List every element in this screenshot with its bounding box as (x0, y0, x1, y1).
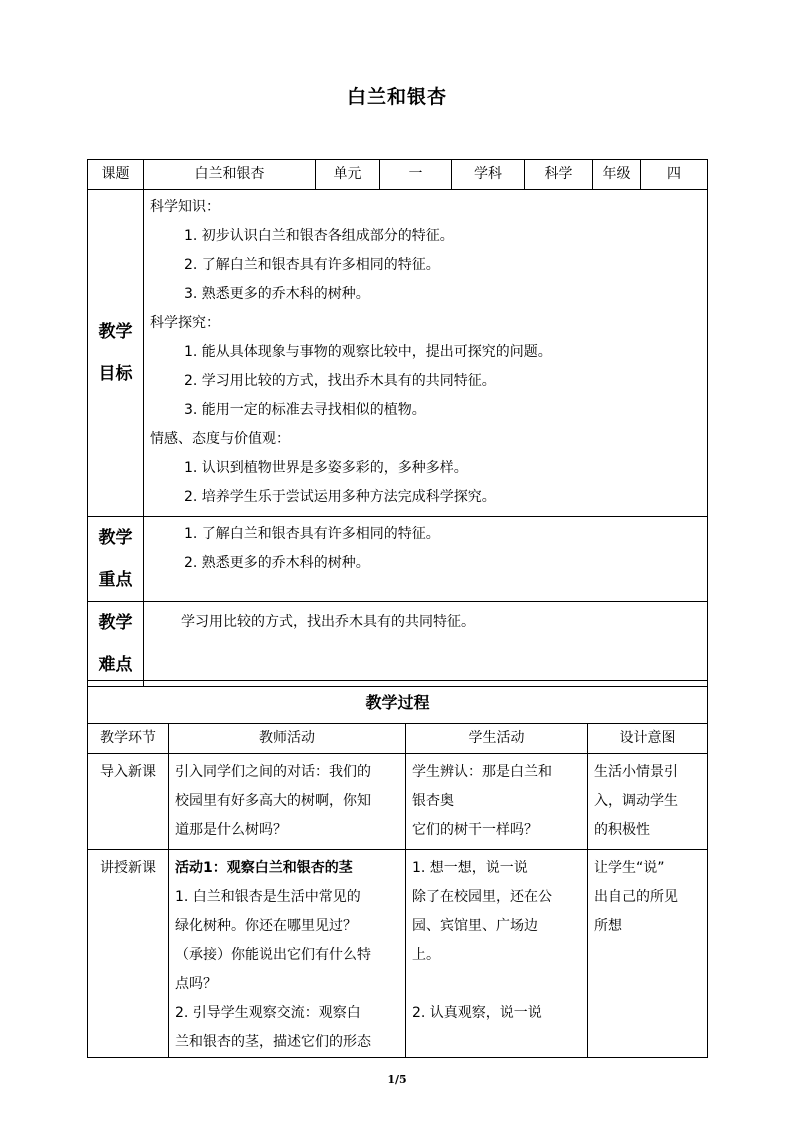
text-line: 入，调动学生 (594, 793, 678, 809)
text-line: 出自己的所见 (594, 889, 678, 905)
unit-value: 一 (380, 160, 452, 190)
text-line: 1. 想一想，说一说 (412, 860, 528, 876)
objective-item: 2. 了解白兰和银杏具有许多相同的特征。 (184, 257, 440, 273)
text-line: 1. 白兰和银杏是生活中常见的 (175, 889, 361, 905)
header-stage: 教学环节 (88, 724, 169, 754)
header-student: 学生活动 (406, 724, 588, 754)
text-line: 除了在校园里，还在公 (412, 889, 552, 905)
objectives-label (88, 190, 144, 517)
text-line: 道那是什么树吗？ (175, 822, 287, 838)
teacher-activity-cell (169, 754, 406, 850)
objectives-label-line2: 目标 (98, 364, 133, 384)
objectives-row (88, 190, 708, 517)
page-number: 1/5 (387, 1073, 407, 1086)
text-line: 2. 引导学生观察交流：观察白 (175, 1005, 361, 1021)
process-table (87, 680, 708, 1058)
design-intent-cell (588, 850, 708, 1058)
difficulties-label (88, 602, 144, 687)
info-row (88, 160, 708, 190)
objective-item: 1. 认识到植物世界是多姿多彩的，多种多样。 (184, 460, 468, 476)
key-points-label (88, 517, 144, 602)
text-line: 银杏奥 (412, 793, 454, 809)
difficulties-row (88, 602, 708, 687)
text-line: 兰和银杏的茎，描述它们的形态 (175, 1034, 371, 1050)
course-value: 白兰和银杏 (144, 160, 316, 190)
difficulties-label-line2: 难点 (98, 655, 133, 675)
student-activity-cell (406, 754, 588, 850)
subject-label: 学科 (452, 160, 525, 190)
course-label: 课题 (88, 160, 144, 190)
objective-item: 3. 熟悉更多的乔木科的树种。 (184, 286, 370, 302)
text-line: 上。 (412, 947, 440, 963)
text-line: 点吗？ (175, 976, 217, 992)
lesson-info-table (87, 159, 708, 687)
header-teacher: 教师活动 (169, 724, 406, 754)
text-line: 让学生“说” (594, 860, 665, 876)
document-title: 白兰和银杏 (346, 86, 447, 108)
objectives-content (144, 190, 708, 517)
stage-cell: 导入新课 (88, 754, 169, 850)
key-points-row (88, 517, 708, 602)
objectives-heading: 情感、态度与价值观： (150, 431, 290, 447)
text-line: 学生辨认：那是白兰和 (412, 764, 552, 780)
key-points-label-line1: 教学 (98, 528, 133, 548)
difficulties-label-line1: 教学 (98, 613, 133, 633)
text-line: 它们的树干一样吗？ (412, 822, 538, 838)
table-row (88, 850, 708, 1058)
objective-item: 2. 学习用比较的方式，找出乔木具有的共同特征。 (184, 373, 496, 389)
table-row (88, 754, 708, 850)
unit-label: 单元 (316, 160, 380, 190)
objectives-label-line1: 教学 (98, 322, 133, 342)
objective-item: 2. 培养学生乐于尝试运用多种方法完成科学探究。 (184, 489, 496, 505)
objective-item: 1. 初步认识白兰和银杏各组成部分的特征。 (184, 228, 454, 244)
text-line: 园、宾馆里、广场边 (412, 918, 538, 934)
objectives-heading: 科学知识： (150, 199, 220, 215)
process-title-row (88, 681, 708, 724)
process-header-row (88, 724, 708, 754)
header-intent: 设计意图 (588, 724, 708, 754)
grade-label: 年级 (593, 160, 641, 190)
spacer (412, 970, 581, 999)
design-intent-cell (588, 754, 708, 850)
subject-value: 科学 (525, 160, 593, 190)
teacher-activity-cell (169, 850, 406, 1058)
student-activity-cell (406, 850, 588, 1058)
text-line: 所想 (594, 918, 622, 934)
text-line: 的积极性 (594, 822, 650, 838)
text-line: （承接）你能说出它们有什么特 (175, 947, 371, 963)
text-line: 引入同学们之间的对话：我们的 (175, 764, 371, 780)
grade-value: 四 (641, 160, 708, 190)
key-points-label-line2: 重点 (98, 570, 133, 590)
text-line: 生活小情景引 (594, 764, 678, 780)
process-title: 教学过程 (88, 681, 708, 724)
objective-item: 3. 能用一定的标准去寻找相似的植物。 (184, 402, 426, 418)
key-points-content (144, 517, 708, 602)
key-point-item: 2. 熟悉更多的乔木科的树种。 (184, 555, 370, 571)
text-line: 2. 认真观察，说一说 (412, 1005, 542, 1021)
stage-cell: 讲授新课 (88, 850, 169, 1058)
difficulties-content: 学习用比较的方式，找出乔木具有的共同特征。 (144, 602, 708, 687)
objective-item: 1. 能从具体现象与事物的观察比较中，提出可探究的问题。 (184, 344, 552, 360)
text-line: 校园里有好多高大的树啊，你知 (175, 793, 371, 809)
activity-heading: 活动1：观察白兰和银杏的茎 (175, 860, 353, 876)
key-point-item: 1. 了解白兰和银杏具有许多相同的特征。 (184, 526, 440, 542)
text-line: 绿化树种。你还在哪里见过？ (175, 918, 357, 934)
objectives-heading: 科学探究： (150, 315, 220, 331)
